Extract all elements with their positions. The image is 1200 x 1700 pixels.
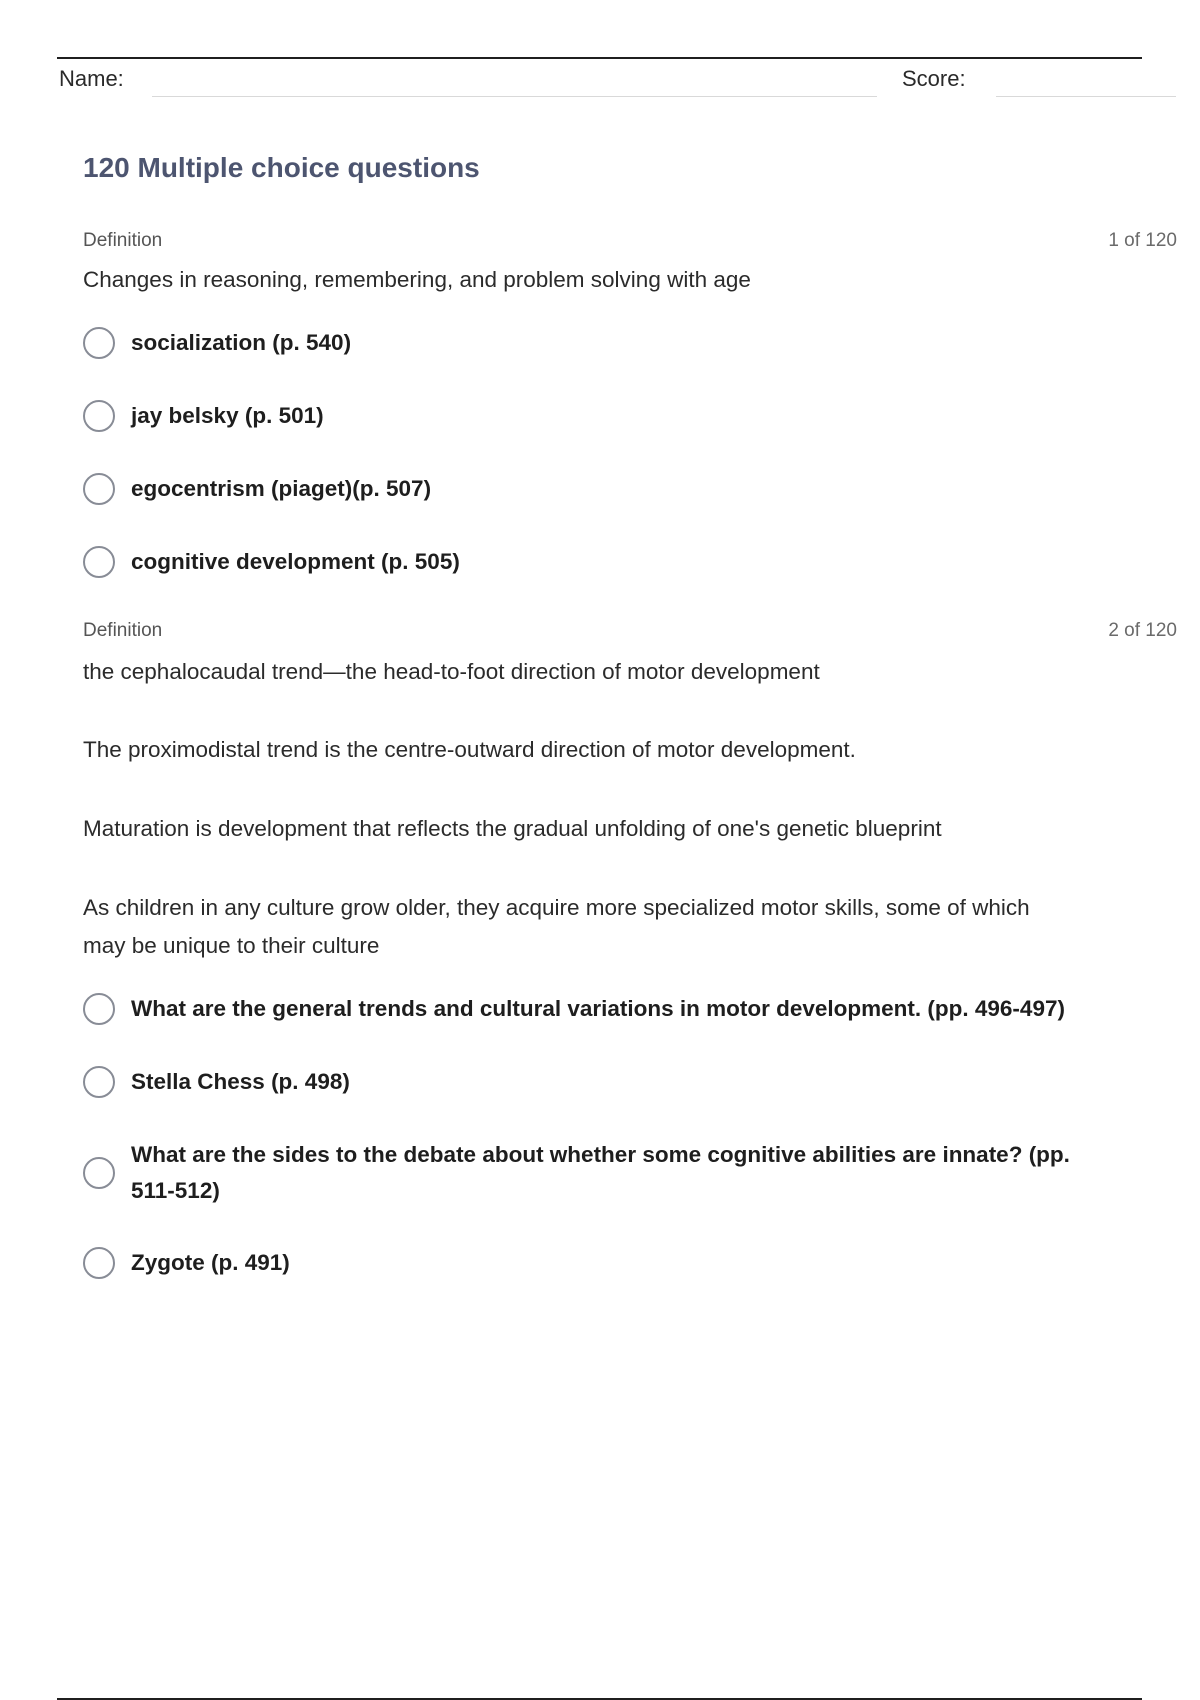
question-prompt-line: The proximodistal trend is the centre-outward direction of motor development. (83, 737, 856, 762)
answer-option[interactable] (83, 1137, 1143, 1209)
radio-button[interactable] (83, 1247, 115, 1279)
answer-option[interactable] (83, 471, 1143, 507)
name-label: Name: (59, 66, 124, 91)
option-label[interactable]: What are the sides to the debate about whether some cognitive abilities are innate? (pp. (131, 1142, 1070, 1167)
name-field[interactable] (152, 96, 877, 97)
question-prompt: Changes in reasoning, remembering, and problem solving with age (83, 267, 751, 292)
option-label[interactable]: socialization (p. 540) (131, 330, 352, 355)
answer-option[interactable] (83, 1064, 1143, 1100)
answer-option[interactable] (83, 398, 1143, 434)
option-label[interactable]: egocentrism (piaget)(p. 507) (131, 476, 432, 501)
option-label-continued[interactable]: 511-512) (131, 1178, 220, 1203)
radio-button[interactable] (83, 327, 115, 359)
score-label: Score: (902, 66, 966, 91)
answer-option[interactable] (83, 325, 1143, 361)
radio-button[interactable] (83, 1066, 115, 1098)
question-type: Definition (83, 620, 163, 641)
radio-button[interactable] (83, 1157, 115, 1189)
option-label[interactable]: jay belsky (p. 501) (131, 403, 324, 428)
student-header (59, 64, 1177, 98)
question-prompt-line: Maturation is development that reflects the gradual unfolding of one's genetic blueprint (83, 816, 942, 841)
radio-button[interactable] (83, 400, 115, 432)
quiz-title: 120 Multiple choice questions (83, 152, 480, 183)
answer-option[interactable] (83, 991, 1143, 1027)
option-label[interactable]: Zygote (p. 491) (131, 1250, 290, 1275)
answer-option[interactable] (83, 1245, 1143, 1281)
question-1 (83, 229, 1177, 589)
question-type: Definition (83, 230, 163, 251)
question-prompt-line: the cephalocaudal trend—the head-to-foot direction of motor development (83, 659, 820, 684)
question-counter: 1 of 120 (1108, 230, 1177, 251)
radio-button[interactable] (83, 473, 115, 505)
option-label[interactable]: Stella Chess (p. 498) (131, 1069, 350, 1094)
answer-option[interactable] (83, 544, 1143, 580)
radio-button[interactable] (83, 546, 115, 578)
question-counter: 2 of 120 (1108, 620, 1177, 641)
top-rule (57, 57, 1142, 59)
radio-button[interactable] (83, 993, 115, 1025)
option-label[interactable]: cognitive development (p. 505) (131, 549, 460, 574)
question-prompt-line: As children in any culture grow older, they acquire more specialized motor skills, some of which (83, 895, 1030, 920)
score-field[interactable] (996, 96, 1176, 97)
question-2 (83, 619, 1177, 1299)
question-prompt-line: may be unique to their culture (83, 933, 380, 958)
option-label[interactable]: What are the general trends and cultural variations in motor development. (pp. 496-497) (131, 996, 1065, 1021)
